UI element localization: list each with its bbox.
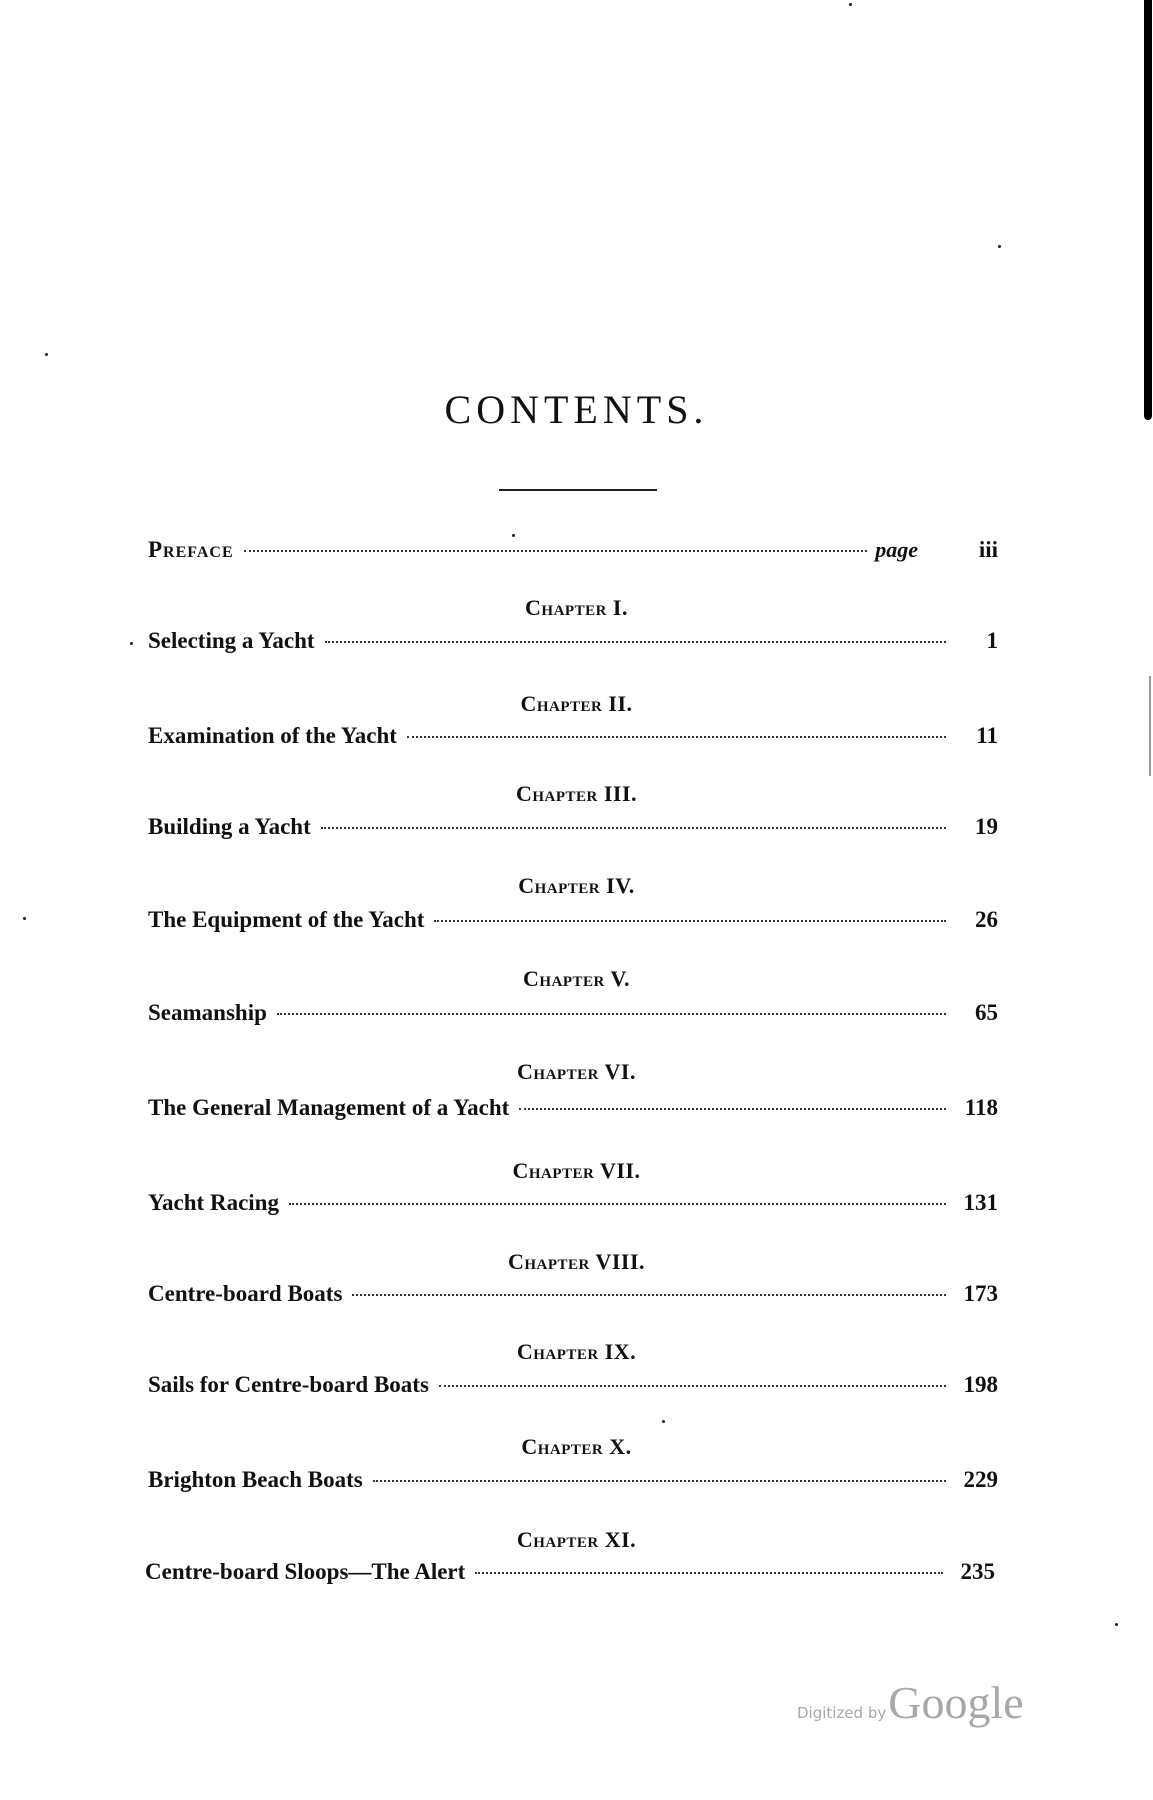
toc-entry-title: Sails for Centre-board Boats	[148, 1372, 429, 1397]
toc-row[interactable]	[148, 1466, 998, 1494]
leader-dots	[475, 1572, 943, 1574]
scan-speck	[662, 1420, 665, 1423]
chapter-heading: Chapter VI.	[517, 1059, 636, 1084]
toc-entry-title: The General Management of a Yacht	[148, 1095, 510, 1120]
leader-dots	[325, 641, 946, 643]
toc-page-number: 65	[975, 1000, 998, 1025]
toc-page-number: 11	[976, 723, 998, 748]
toc-page-number: 19	[975, 814, 998, 839]
toc-entry-title: Centre-board Boats	[148, 1281, 343, 1306]
toc-row[interactable]	[145, 1558, 995, 1586]
leader-dots	[289, 1203, 946, 1205]
toc-row[interactable]	[148, 722, 998, 750]
toc-page-number: iii	[978, 537, 998, 562]
toc-page-number: 229	[963, 1467, 998, 1492]
leader-dots	[439, 1385, 946, 1387]
toc-page-number: 131	[963, 1190, 998, 1215]
scan-speck	[45, 353, 48, 356]
toc-entry-title: Yacht Racing	[148, 1190, 279, 1215]
scan-speck	[1115, 1623, 1118, 1626]
leader-dots	[352, 1294, 946, 1296]
scan-speck	[512, 534, 515, 537]
scan-speck	[849, 3, 852, 6]
leader-dots	[321, 827, 946, 829]
page-edge-shadow	[1144, 0, 1152, 420]
toc-row-preface[interactable]	[148, 536, 998, 564]
toc-row[interactable]	[148, 1280, 998, 1308]
chapter-heading: Chapter IX.	[516, 1339, 637, 1364]
chapter-heading: Chapter VII.	[512, 1158, 641, 1183]
chapter-heading: Chapter III.	[515, 781, 638, 806]
digitized-by-google-watermark	[797, 1676, 1024, 1729]
toc-entry-title: Examination of the Yacht	[148, 723, 397, 748]
toc-entry-title: The Equipment of the Yacht	[148, 907, 425, 932]
page-word: page	[875, 537, 918, 562]
chapter-heading: Chapter II.	[520, 691, 633, 716]
leader-dots	[407, 736, 946, 738]
leader-dots	[519, 1108, 946, 1110]
toc-row[interactable]	[148, 1189, 998, 1217]
chapter-heading: Chapter X.	[521, 1434, 632, 1459]
toc-entry-title: Selecting a Yacht	[148, 628, 315, 653]
chapter-heading: Chapter XI.	[516, 1527, 637, 1552]
toc-row[interactable]	[148, 813, 998, 841]
leader-dots	[244, 550, 868, 552]
toc-page-number: 235	[960, 1559, 995, 1584]
chapter-heading: Chapter V.	[522, 966, 631, 991]
toc-row[interactable]	[148, 627, 998, 655]
scan-speck	[998, 245, 1001, 248]
toc-page-number: 1	[986, 628, 998, 653]
toc-page-number: 26	[975, 907, 998, 932]
scan-speck	[23, 917, 26, 920]
toc-row[interactable]	[148, 1371, 998, 1399]
chapter-heading: Chapter I.	[525, 595, 628, 620]
toc-entry-title: Preface	[148, 537, 234, 562]
toc-entry-title: Seamanship	[148, 1000, 267, 1025]
page-title: CONTENTS.	[444, 387, 709, 432]
chapter-heading: Chapter IV.	[518, 873, 635, 898]
leader-dots	[434, 920, 946, 922]
toc-page-number: 198	[963, 1372, 998, 1397]
chapter-heading: Chapter VIII.	[507, 1249, 646, 1274]
leader-dots	[277, 1013, 946, 1015]
toc-row[interactable]	[148, 906, 998, 934]
scan-speck	[130, 642, 133, 645]
toc-row[interactable]	[148, 1094, 998, 1122]
toc-row[interactable]	[148, 999, 998, 1027]
toc-page-number: 118	[964, 1095, 998, 1120]
toc-entry-title: Building a Yacht	[148, 814, 311, 839]
leader-dots	[373, 1480, 946, 1482]
toc-page-number: 173	[963, 1281, 998, 1306]
toc-entry-title: Brighton Beach Boats	[148, 1467, 363, 1492]
toc-entry-title: Centre-board Sloops—The Alert	[145, 1559, 466, 1584]
google-logo: Google	[888, 1677, 1024, 1728]
watermark-prefix: Digitized by	[797, 1704, 887, 1722]
title-divider	[499, 489, 657, 491]
